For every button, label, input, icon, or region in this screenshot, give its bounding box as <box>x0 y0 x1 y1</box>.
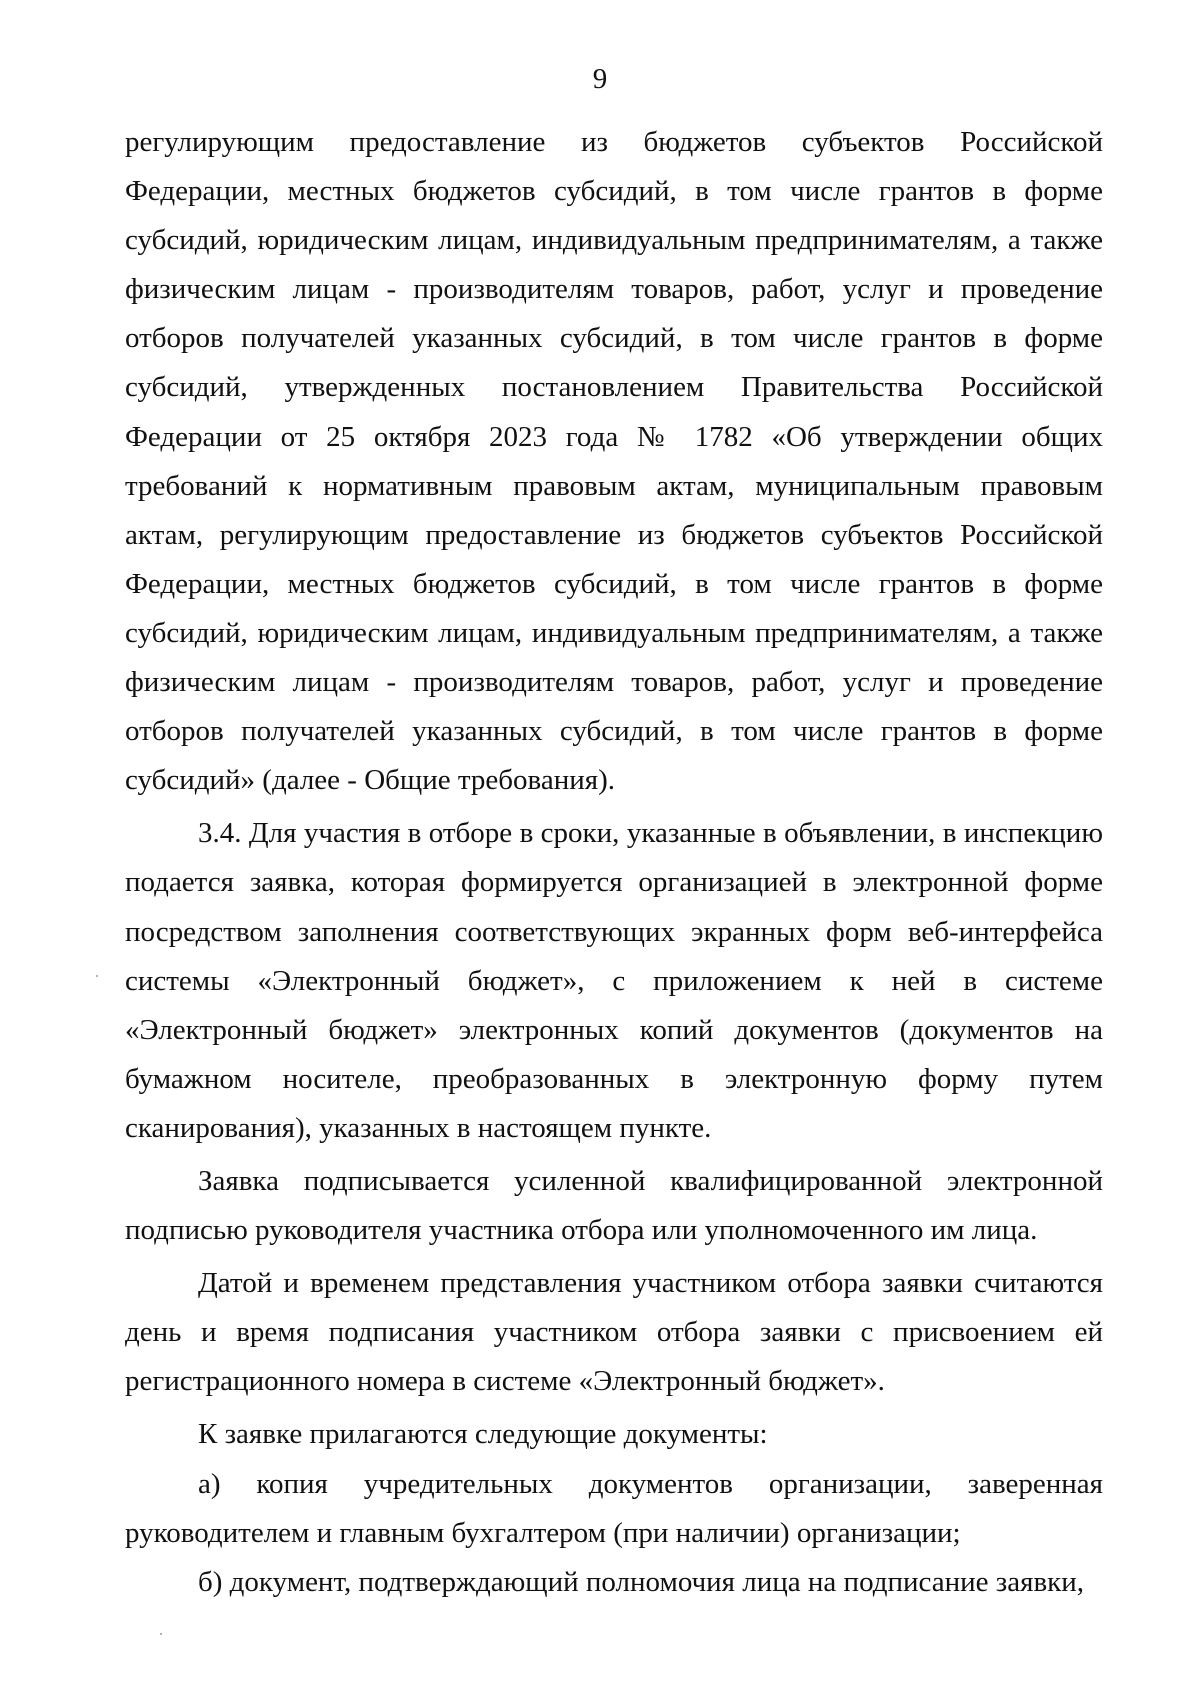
scan-speck <box>96 975 98 977</box>
scan-speck <box>160 1633 162 1635</box>
list-item-b: б) документ, подтверждающий полномочия лица на подписание заявки, <box>198 1565 1085 1598</box>
paragraph-general-requirements: регулирующим предоставление из бюджетов субъектов Российской Федерации, местных бюджетов субсидий, в том числе грантов в форме субсидий, юридическим лицам, индивидуальным предпринимателям, а также физическим лицам - производителям товаров, работ, услуг и проведение отборов получателей указанных субсидий, в том числе грантов в форме субсидий, утвержденных постановлением Правительства Российской Федерации от 25 октября 2023 года № 1782 «Об утверждении общих требований к нормативным правовым актам, муниципальным правовым актам, регулирующим предоставление из бюджетов субъектов Российской Федерации, местных бюджетов субсидий, в том числе грантов в форме субсидий, юридическим лицам, индивидуальным предпринимателям, а также физическим лицам - производителям товаров, работ, услуг и проведение отборов получателей указанных субсидий, в том числе грантов в форме субсидий» (далее - Общие требования). <box>125 126 1103 797</box>
paragraph-signature: Заявка подписывается усиленной квалифицированной электронной подписью руководителя участника отбора или уполномоченного им лица. <box>125 1164 1103 1247</box>
list-item-a: а) копия учредительных документов организации, заверенная руководителем и главным бухгалтером (при наличии) организации; <box>125 1467 1103 1549</box>
paragraph-submission-time: Датой и временем представления участником отбора заявки считаются день и время подписания участником отбора заявки с присвоением ей регистрационного номера в системе «Электронный бюджет». <box>125 1267 1103 1398</box>
document-body <box>125 118 1103 1607</box>
paragraph-3-4: 3.4. Для участия в отборе в сроки, указанные в объявлении, в инспекцию подается заявка, которая формируется организацией в электронной форме посредством заполнения соответствующих экранных форм веб-интерфейса системы «Электронный бюджет», с приложением к ней в системе «Электронный бюджет» электронных копий документов (документов на бумажном носителе, преобразованных в электронную форму путем сканирования), указанных в настоящем пункте. <box>125 817 1103 1144</box>
page-number: 9 <box>592 63 608 95</box>
paragraph-attached-documents: К заявке прилагаются следующие документы: <box>198 1418 768 1451</box>
